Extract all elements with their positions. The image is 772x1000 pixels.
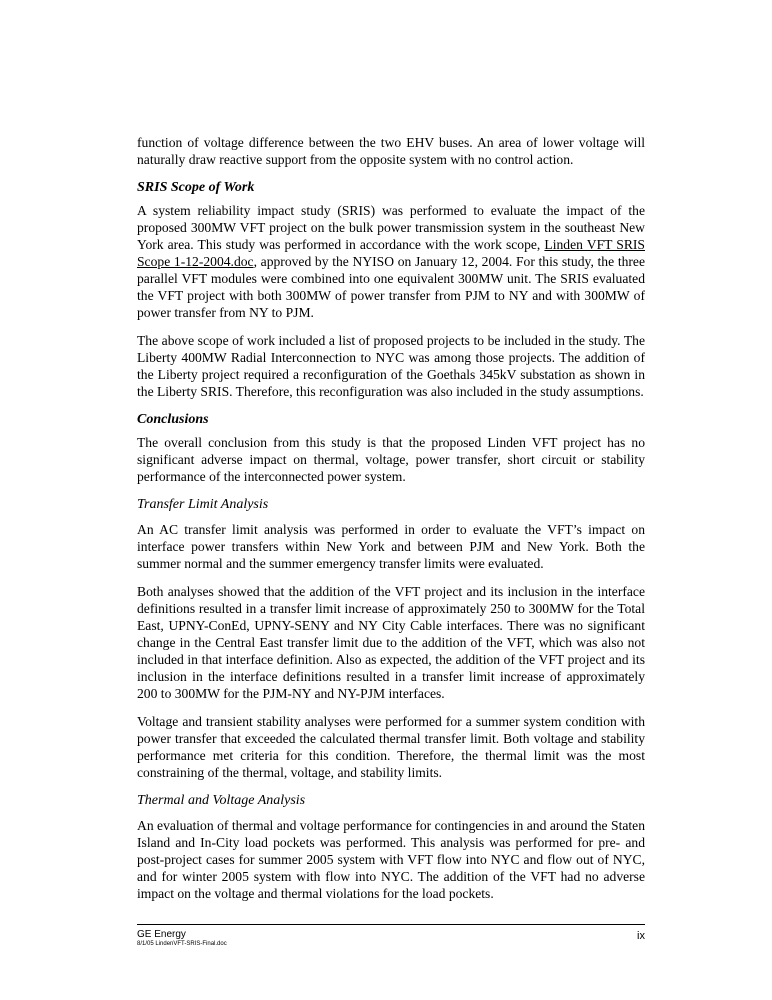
paragraph-sris-text-end: , approved by the NYISO on January 12, 2004. For this study, the three parallel VFT modules were combined into one equivalent 300MW unit. The SRIS evaluated the VFT project with both 300MW of power transfer from PJM to NY and with 300MW of power transfer from NY to PJM. — [137, 254, 645, 320]
scope-document-link[interactable]: Linden VFT SRIS Scope 1-12-2004.doc — [137, 237, 645, 269]
footer-page-number: ix — [637, 930, 645, 942]
paragraph-sris-description — [137, 202, 645, 321]
heading-conclusions: Conclusions — [137, 412, 209, 427]
paragraph-sris-text-start: A system reliability impact study (SRIS) was performed to evaluate the impact of the proposed 300MW VFT project on the bulk power transmission system in the southeast New York area. This study was performed in accordance with the work scope, — [137, 203, 645, 252]
paragraph-scope-projects: The above scope of work included a list of proposed projects to be included in the study. The Liberty 400MW Radial Interconnection to NYC was among those projects. The addition of the Liberty project required a reconfiguration of the Goethals 345kV substation as shown in the Liberty SRIS. Therefore, this reconfiguration was also included in the study assumptions. — [137, 333, 645, 399]
footer-filename: 8/1/05 LindenVFT-SRIS-Final.doc — [137, 941, 227, 947]
paragraph-thermal-voltage-evaluation: An evaluation of thermal and voltage performance for contingencies in and around the Staten Island and In-City load pockets was performed. This analysis was performed for pre- and post-project cases for summer 2005 system with VFT flow into NYC and flow out of NYC, and for winter 2005 system with flow into NYC. The addition of the VFT had no adverse impact on the voltage and thermal violations for the load pockets. — [137, 818, 645, 901]
paragraph-overall-conclusion: The overall conclusion from this study is that the proposed Linden VFT project has no significant adverse impact on thermal, voltage, power transfer, short circuit or stability performance of the interconnected power system. — [137, 435, 645, 484]
heading-sris-scope-of-work: SRIS Scope of Work — [137, 180, 255, 195]
document-body — [137, 134, 645, 913]
paragraph-ac-transfer-limit: An AC transfer limit analysis was performed in order to evaluate the VFT’s impact on interface power transfers within New York and between PJM and New York. Both the summer normal and the summer emergency transfer limits were evaluated. — [137, 522, 645, 571]
footer-left — [137, 929, 227, 948]
heading-thermal-voltage-analysis: Thermal and Voltage Analysis — [137, 793, 306, 808]
heading-transfer-limit-analysis: Transfer Limit Analysis — [137, 497, 269, 512]
paragraph-voltage-transient-stability: Voltage and transient stability analyses were performed for a summer system condition with power transfer that exceeded the calculated thermal transfer limit. Both voltage and stability performance met criteria for this condition. Therefore, the thermal limit was the most constraining of the thermal, voltage, and stability limits. — [137, 714, 645, 780]
paragraph-voltage-difference: function of voltage difference between the two EHV buses. An area of lower voltage will naturally draw reactive support from the opposite system with no control action. — [137, 135, 645, 167]
footer-company: GE Energy — [137, 929, 186, 940]
footer-divider — [137, 924, 645, 925]
paragraph-transfer-results: Both analyses showed that the addition of the VFT project and its inclusion in the interface definitions resulted in a transfer limit increase of approximately 250 to 300MW for the Total East, UPNY-ConEd, UPNY-SENY and NY City Cable interfaces. There was no significant change in the Central East transfer limit due to the addition of the VFT, which was also not included in that interface definition. Also as expected, the addition of the VFT project and its inclusion in the interface definitions resulted in a transfer limit increase of approximately 200 to 300MW for the PJM-NY and NY-PJM interfaces. — [137, 584, 645, 701]
